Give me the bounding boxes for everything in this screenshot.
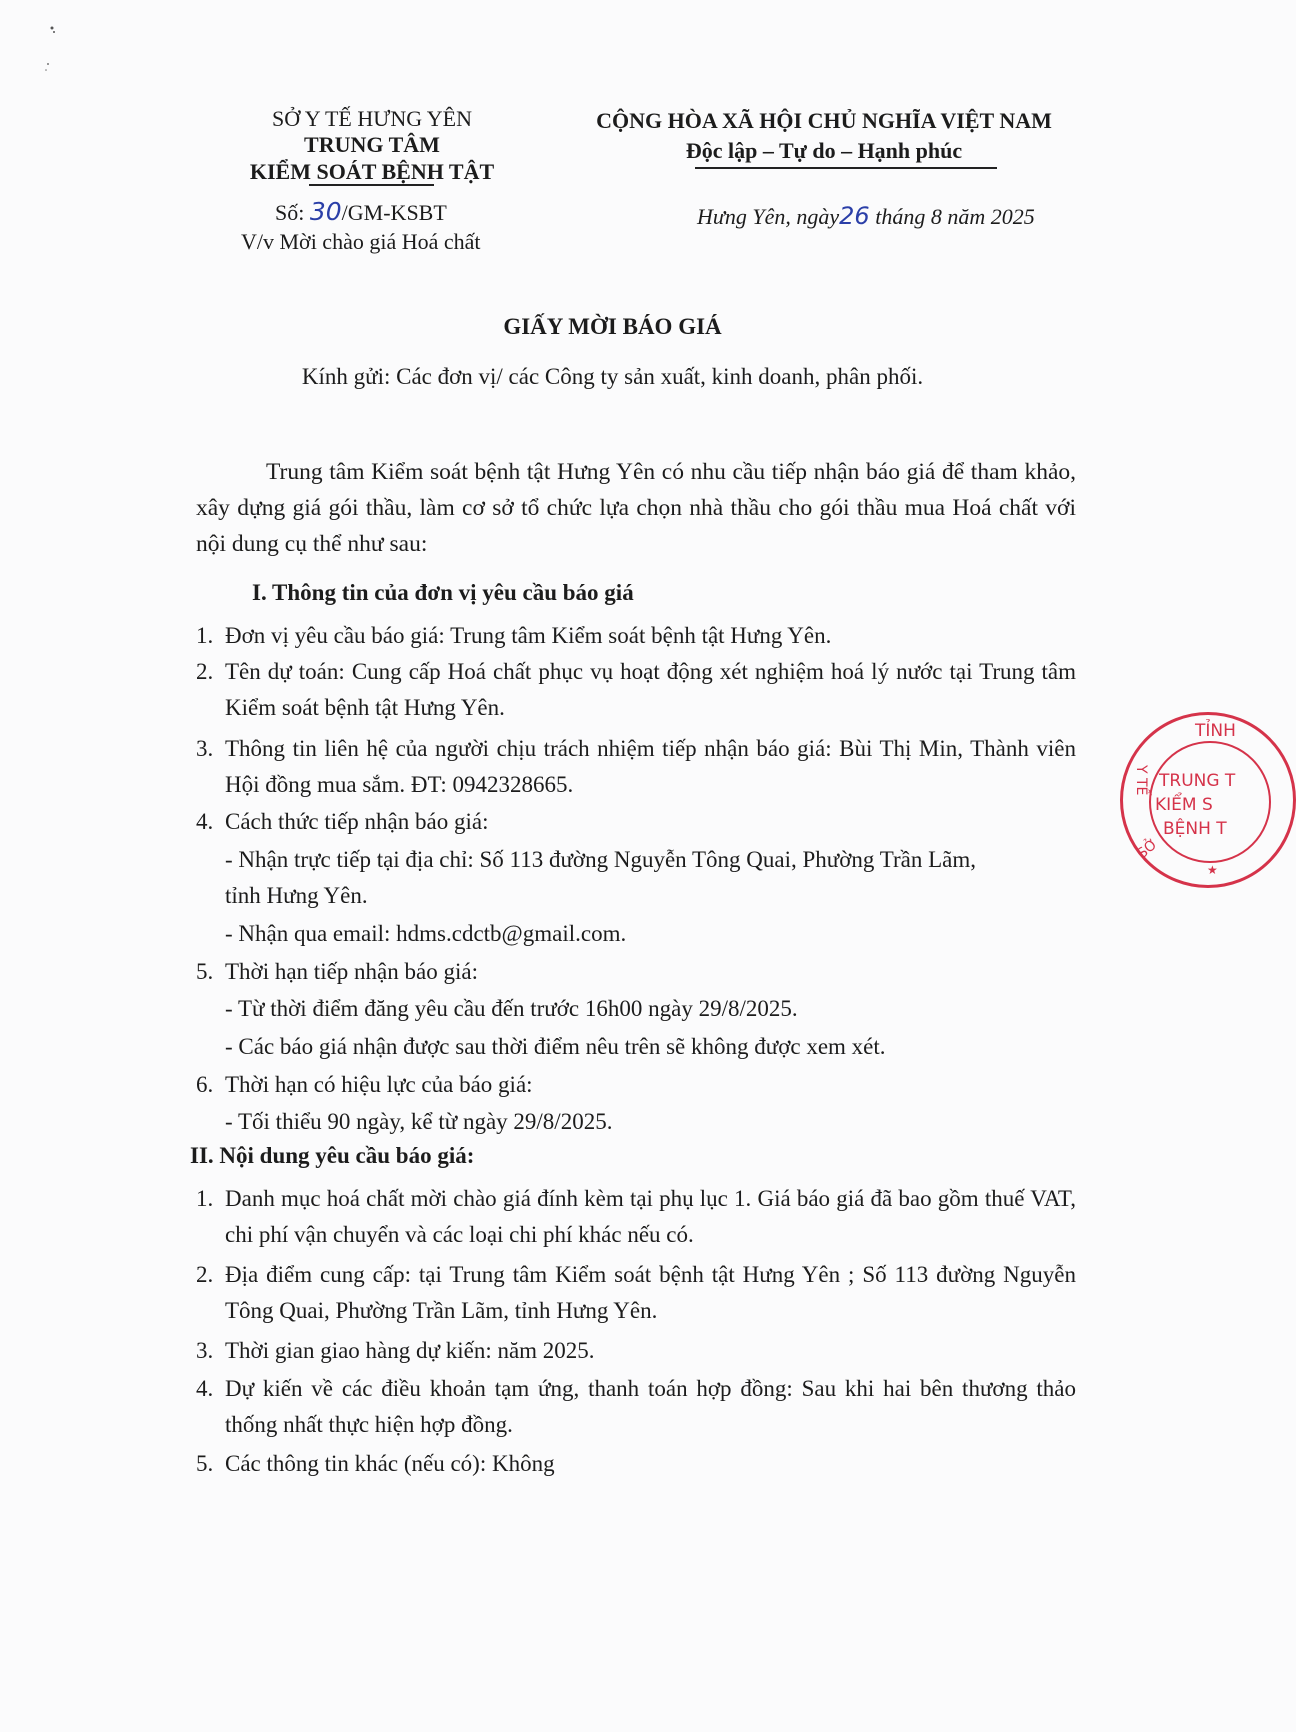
- seal-text-top: TỈNH: [1195, 721, 1236, 741]
- item-text: Đơn vị yêu cầu báo giá: Trung tâm Kiểm soát bệnh tật Hưng Yên.: [225, 623, 832, 648]
- number-suffix: /GM-KSBT: [341, 200, 447, 225]
- item-number: 6.: [196, 1072, 214, 1097]
- date-prefix: Hưng Yên, ngày: [697, 204, 840, 229]
- number-prefix: Số:: [275, 200, 310, 225]
- item-text: Cách thức tiếp nhận báo giá:: [225, 809, 489, 834]
- seal-text-left: Y TẾ: [1133, 765, 1149, 796]
- section-2-heading: II. Nội dung yêu cầu báo giá:: [190, 1143, 475, 1168]
- item-number: 5.: [196, 1451, 214, 1476]
- item-text: Thông tin liên hệ của người chịu trách nhiệm tiếp nhận báo giá: Bùi Thị Min, Thành viên Hội đồng mua sắm. ĐT: 0942328665.: [225, 736, 1076, 797]
- section-1-item-2: [196, 654, 1076, 726]
- item-text: Thời hạn có hiệu lực của báo giá:: [225, 1072, 533, 1097]
- section-1-heading: I. Thông tin của đơn vị yêu cầu báo giá: [252, 580, 634, 605]
- section-1-item-4-direct-cont: tỉnh Hưng Yên.: [225, 883, 368, 908]
- item-number: 2.: [196, 659, 214, 684]
- section-1-item-6: [196, 1067, 1076, 1103]
- ministry-name: SỞ Y TẾ HƯNG YÊN: [272, 106, 472, 131]
- section-1-item-4: [196, 804, 1076, 840]
- number-handwritten: 30: [309, 197, 342, 226]
- item-text: Địa điểm cung cấp: tại Trung tâm Kiểm soát bệnh tật Hưng Yên ; Số 113 đường Nguyễn Tông Quai, Phường Trần Lãm, tỉnh Hưng Yên.: [225, 1262, 1076, 1323]
- scan-speck-marks: [40, 20, 70, 80]
- right-header-underline: [695, 167, 997, 169]
- org-name-line2: KIỂM SOÁT BỆNH TẬT: [249, 159, 495, 184]
- item-number: 5.: [196, 959, 214, 984]
- section-1-item-1: [196, 618, 1076, 654]
- item-text: Danh mục hoá chất mời chào giá đính kèm tại phụ lục 1. Giá báo giá đã bao gồm thuế VAT, chi phí vận chuyển và các loại chi phí khác nếu có.: [225, 1186, 1076, 1247]
- section-1-item-4-email: - Nhận qua email: hdms.cdctb@gmail.com.: [225, 921, 627, 946]
- section-2-item-3: [196, 1333, 1076, 1369]
- item-number: 3.: [196, 1338, 214, 1363]
- date-day-handwritten: 26: [839, 202, 870, 230]
- left-header-underline: [309, 184, 434, 186]
- item-text: Dự kiến về các điều khoản tạm ứng, thanh toán hợp đồng: Sau khi hai bên thương thảo thống nhất thực hiện hợp đồng.: [225, 1376, 1076, 1437]
- national-motto: Độc lập – Tự do – Hạnh phúc: [685, 138, 963, 163]
- section-1-item-5: [196, 954, 1076, 990]
- official-seal: [1120, 712, 1296, 888]
- section-2-item-1: [196, 1181, 1076, 1253]
- item-number: 1.: [196, 623, 214, 648]
- item-text: Thời gian giao hàng dự kiến: năm 2025.: [225, 1338, 595, 1363]
- section-2-item-4: [196, 1371, 1076, 1443]
- item-number: 4.: [196, 809, 214, 834]
- item-number: 3.: [196, 736, 214, 761]
- seal-text-line3: BỆNH T: [1163, 819, 1227, 839]
- seal-text-line1: TRUNG T: [1159, 771, 1236, 791]
- section-2-item-5: [196, 1446, 1076, 1482]
- section-2-item-2: [196, 1257, 1076, 1329]
- recipient-line: Kính gửi: Các đơn vị/ các Công ty sản xuất, kinh doanh, phân phối.: [301, 364, 924, 389]
- seal-star: ★: [1207, 863, 1218, 877]
- seal-text-line2: KIỂM S: [1155, 795, 1213, 815]
- section-1-item-4-direct: - Nhận trực tiếp tại địa chỉ: Số 113 đường Nguyễn Tông Quai, Phường Trần Lãm,: [225, 847, 977, 872]
- item-number: 2.: [196, 1262, 214, 1287]
- item-text: Thời hạn tiếp nhận báo giá:: [225, 959, 478, 984]
- document-number: [275, 199, 447, 226]
- date-suffix: tháng 8 năm 2025: [869, 204, 1035, 229]
- document-subject: V/v Mời chào giá Hoá chất: [241, 229, 481, 254]
- country-name: CỘNG HÒA XÃ HỘI CHỦ NGHĨA VIỆT NAM: [596, 108, 1052, 133]
- org-name-line1: TRUNG TÂM: [304, 132, 440, 157]
- item-number: 1.: [196, 1186, 214, 1211]
- item-text: Tên dự toán: Cung cấp Hoá chất phục vụ hoạt động xét nghiệm hoá lý nước tại Trung tâm Kiểm soát bệnh tật Hưng Yên.: [225, 659, 1076, 720]
- intro-paragraph: Trung tâm Kiểm soát bệnh tật Hưng Yên có nhu cầu tiếp nhận báo giá để tham khảo, xây dựng giá gói thầu, làm cơ sở tổ chức lựa chọn nhà thầu cho gói thầu mua Hoá chất với nội dung cụ thể như sau:: [196, 459, 1076, 557]
- item-number: 4.: [196, 1376, 214, 1401]
- section-1-item-5-late-note: - Các báo giá nhận được sau thời điểm nêu trên sẽ không được xem xét.: [225, 1034, 886, 1059]
- seal-text-bottom-left: SỞ: [1134, 835, 1162, 863]
- item-text: Các thông tin khác (nếu có): Không: [225, 1451, 555, 1476]
- section-1-item-3: [196, 731, 1076, 803]
- section-1-item-5-deadline: - Từ thời điểm đăng yêu cầu đến trước 16h00 ngày 29/8/2025.: [225, 996, 798, 1021]
- document-title: GIẤY MỜI BÁO GIÁ: [503, 314, 722, 339]
- issue-date: [697, 203, 1035, 230]
- section-1-item-6-validity: - Tối thiểu 90 ngày, kể từ ngày 29/8/2025.: [225, 1109, 613, 1134]
